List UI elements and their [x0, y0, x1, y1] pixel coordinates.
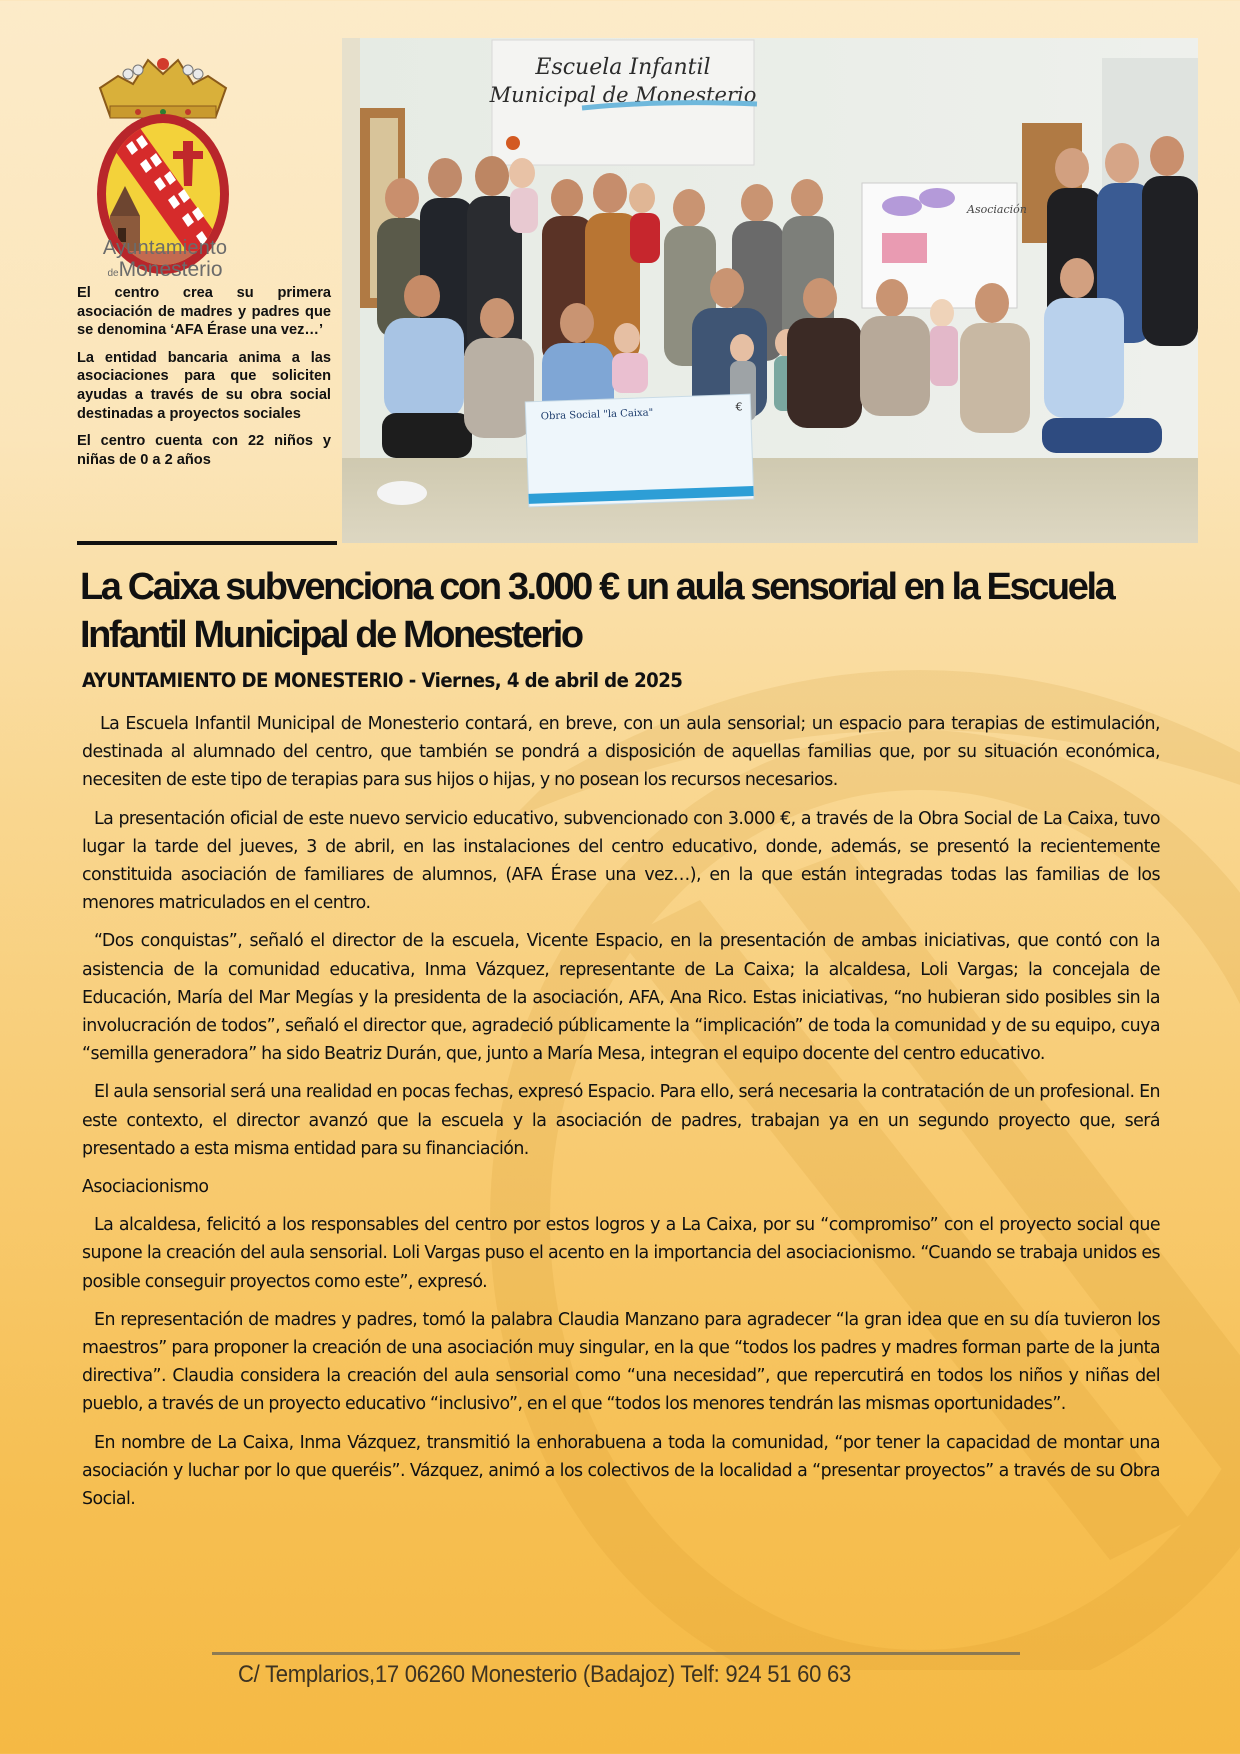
- footer-divider: [212, 1652, 1020, 1655]
- banner-line-1: Escuela Infantil: [535, 55, 711, 80]
- article-subheading: Asociacionismo: [82, 1177, 209, 1198]
- article-headline: La Caixa subvenciona con 3.000 € un aula sensorial en la Escuela Infantil Municipal de Monesterio: [80, 566, 1114, 656]
- footer-address: C/ Templarios,17 06260 Monesterio (Badajoz) Telf: 924 51 60 63: [238, 1661, 851, 1688]
- poster-text: Asociación: [967, 203, 1027, 216]
- cheque-currency: €: [735, 400, 743, 414]
- logo-line-2: [70, 259, 260, 280]
- cheque: [525, 394, 754, 507]
- article-paragraph: En nombre de La Caixa, Inma Vázquez, transmitió la enhorabuena a toda la comunidad, “por tener la capacidad de montar una asociación y luchar por lo que queréis”. Vázquez, animó a los colectivos de la localidad a “presentar proyectos” a través de su Obra Social.: [82, 1432, 1160, 1510]
- logo-line-2-prefix: de: [107, 268, 119, 279]
- article-byline: AYUNTAMIENTO DE MONESTERIO - Viernes, 4 de abril de 2025: [82, 669, 683, 692]
- article-paragraph: “Dos conquistas”, señaló el director de la escuela, Vicente Espacio, en la presentación de ambas iniciativas, que contó con la asistencia de la comunidad educativa, Inma Vázquez, representante de La Caixa; la alcaldesa, Loli Vargas; la concejala de Educación, María del Mar Megías y la presidenta de la asociación, AFA, Ana Rico. Estas iniciativas, “no hubieran sido posibles sin la involucración de todos”, señaló el director que, agradeció públicamente la “implicación” de toda la comunidad y de su equipo, cuya “semilla generadora” ha sido Beatriz Durán, que, junto a María Mesa, integran el equipo docente del centro educativo.: [82, 931, 1160, 1065]
- photo-illustration: [342, 38, 1198, 543]
- highlight-item: La entidad bancaria anima a las asociaciones para que soliciten ayudas a través de su obra social destinadas a proyectos sociales: [77, 349, 331, 422]
- article-body: [82, 710, 1160, 1523]
- article-paragraph: En representación de madres y padres, tomó la palabra Claudia Manzano para agradecer “la gran idea que en su día tuvieron los maestros” para proponer la creación de una asociación muy singular, en la que “todos los padres y madres forman parte de la junta directiva”. Claudia considera la creación del aula sensorial como “una necesidad”, que repercutirá en todos los niños y niñas del pueblo, a través de un proyecto educativo “inclusivo”, en el que “todos los menores tendrán las mismas oportunidades”.: [82, 1309, 1160, 1415]
- group-photo: [342, 38, 1198, 543]
- highlight-item: El centro crea su primera asociación de madres y padres que se denomina ‘AFA Érase una vez…’: [77, 285, 331, 339]
- logo-line-2-main: Monesterio: [118, 258, 223, 281]
- highlight-item: El centro cuenta con 22 niños y niñas de 0 a 2 años: [77, 433, 331, 468]
- article-paragraph: La Escuela Infantil Municipal de Monesterio contará, en breve, con un aula sensorial; un espacio para terapias de estimulación, destinada al alumnado del centro, que también se pondrá a disposición de aquellas familias que, por su situación económica, necesiten de este tipo de terapias para sus hijos o hijas, y no posean los recursos necesarios.: [82, 714, 1160, 791]
- logo-text: [70, 238, 260, 280]
- cheque-label: Obra Social "la Caixa": [540, 407, 654, 423]
- sidebar-divider: [77, 541, 337, 545]
- article-paragraph: La alcaldesa, felicitó a los responsables del centro por estos logros y a La Caixa, por su “compromiso” con el proyecto social que supone la creación del aula sensorial. Loli Vargas puso el acento en la importancia del asociacionismo. “Cuando se trabaja unidos es posible conseguir proyectos como este”, expresó.: [82, 1215, 1160, 1292]
- article-paragraph: El aula sensorial será una realidad en pocas fechas, expresó Espacio. Para ello, será necesaria la contratación de un profesional. En este contexto, el director avanzó que la escuela y la asociación de padres, trabajan ya en un segundo proyecto que, será presentado a esta misma entidad para su financiación.: [82, 1082, 1160, 1159]
- highlights-sidebar: [77, 284, 331, 478]
- banner-line-2: Municipal de Monesterio: [489, 83, 757, 107]
- article-paragraph: La presentación oficial de este nuevo servicio educativo, subvencionado con 3.000 €, a través de la Obra Social de La Caixa, tuvo lugar la tarde del jueves, 3 de abril, en las instalaciones del centro educativo, donde, además, se presentó la recientemente constituida asociación de familiares de alumnos, (AFA Érase una vez…), en la que están integradas todas las familias de los menores matriculados en el centro.: [82, 808, 1160, 914]
- logo-line-1: Ayuntamiento: [102, 237, 228, 259]
